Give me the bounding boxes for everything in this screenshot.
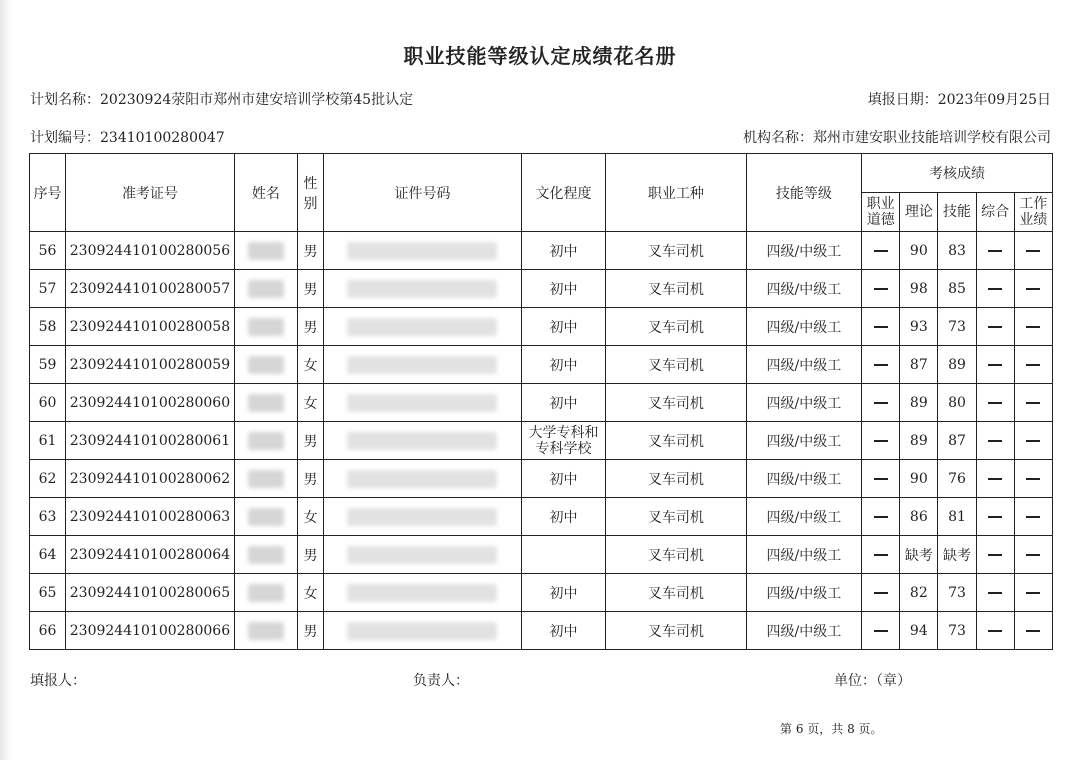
redaction-blur <box>347 280 497 298</box>
table-row <box>30 384 1053 422</box>
dash-mark <box>874 554 888 556</box>
cell-ethics <box>862 346 900 384</box>
header-seq: 序号 <box>30 154 66 232</box>
score-roster-table <box>29 153 1053 650</box>
cell-comprehensive <box>976 232 1014 270</box>
cell-skill: 87 <box>938 422 976 460</box>
cell-skill: 缺考 <box>938 536 976 574</box>
cell-seq: 63 <box>30 498 66 536</box>
organization-name: 机构名称：郑州市建安职业技能培训学校有限公司 <box>743 130 1051 146</box>
cell-gender: 男 <box>298 308 324 346</box>
dash-mark <box>988 592 1002 594</box>
cell-work <box>1014 536 1052 574</box>
cell-comprehensive <box>976 536 1014 574</box>
table-row <box>30 308 1053 346</box>
redaction-blur <box>248 508 284 526</box>
cell-work <box>1014 498 1052 536</box>
redaction-blur <box>347 546 497 564</box>
redaction-blur <box>347 508 497 526</box>
cell-ticket: 230924410100280066 <box>66 612 235 650</box>
dash-mark <box>1026 288 1040 290</box>
cell-id-redacted <box>324 574 522 612</box>
table-row <box>30 574 1053 612</box>
cell-theory: 89 <box>900 422 938 460</box>
cell-work <box>1014 612 1052 650</box>
redaction-blur <box>347 470 497 488</box>
cell-occupation: 叉车司机 <box>606 460 747 498</box>
responsible-label: 负责人： <box>413 673 469 689</box>
cell-skill: 73 <box>938 574 976 612</box>
roster-body <box>30 232 1053 650</box>
redaction-blur <box>347 432 497 450</box>
cell-id-redacted <box>324 308 522 346</box>
header-gender: 性别 <box>298 154 324 232</box>
cell-comprehensive <box>976 574 1014 612</box>
cell-id-redacted <box>324 232 522 270</box>
cell-gender: 女 <box>298 346 324 384</box>
cell-ticket: 230924410100280059 <box>66 346 235 384</box>
cell-comprehensive <box>976 612 1014 650</box>
cell-ticket: 230924410100280057 <box>66 270 235 308</box>
dash-mark <box>1026 592 1040 594</box>
cell-theory: 89 <box>900 384 938 422</box>
redaction-blur <box>248 394 284 412</box>
cell-level: 四级/中级工 <box>746 498 861 536</box>
cell-work <box>1014 574 1052 612</box>
cell-theory: 86 <box>900 498 938 536</box>
cell-ticket: 230924410100280065 <box>66 574 235 612</box>
cell-comprehensive <box>976 498 1014 536</box>
dash-mark <box>874 250 888 252</box>
cell-id-redacted <box>324 270 522 308</box>
table-row <box>30 612 1053 650</box>
redaction-blur <box>347 242 497 260</box>
cell-theory: 82 <box>900 574 938 612</box>
cell-level: 四级/中级工 <box>746 308 861 346</box>
cell-skill: 83 <box>938 232 976 270</box>
dash-mark <box>874 402 888 404</box>
cell-occupation: 叉车司机 <box>606 308 747 346</box>
cell-skill: 81 <box>938 498 976 536</box>
cell-skill: 76 <box>938 460 976 498</box>
cell-seq: 62 <box>30 460 66 498</box>
cell-name-redacted <box>234 612 297 650</box>
cell-gender: 女 <box>298 384 324 422</box>
cell-ethics <box>862 460 900 498</box>
table-row <box>30 422 1053 460</box>
fill-date: 填报日期：2023年09月25日 <box>867 92 1051 108</box>
cell-seq: 59 <box>30 346 66 384</box>
dash-mark <box>988 250 1002 252</box>
dash-mark <box>988 364 1002 366</box>
redaction-blur <box>347 622 497 640</box>
cell-ticket: 230924410100280064 <box>66 536 235 574</box>
cell-education: 初中 <box>521 270 605 308</box>
cell-skill: 80 <box>938 384 976 422</box>
table-row <box>30 498 1053 536</box>
cell-ticket: 230924410100280056 <box>66 232 235 270</box>
cell-education <box>521 536 605 574</box>
header-work: 工作业绩 <box>1014 193 1052 232</box>
dash-mark <box>1026 630 1040 632</box>
redaction-blur <box>347 356 497 374</box>
dash-mark <box>988 402 1002 404</box>
cell-ticket: 230924410100280060 <box>66 384 235 422</box>
header-theory: 理论 <box>900 193 938 232</box>
cell-ticket: 230924410100280061 <box>66 422 235 460</box>
header-level: 技能等级 <box>746 154 861 232</box>
cell-gender: 男 <box>298 536 324 574</box>
dash-mark <box>988 288 1002 290</box>
cell-work <box>1014 460 1052 498</box>
redaction-blur <box>347 584 497 602</box>
cell-occupation: 叉车司机 <box>606 574 747 612</box>
dash-mark <box>874 364 888 366</box>
table-row <box>30 232 1053 270</box>
cell-level: 四级/中级工 <box>746 574 861 612</box>
redaction-blur <box>347 394 497 412</box>
cell-education: 初中 <box>521 460 605 498</box>
cell-education: 初中 <box>521 308 605 346</box>
cell-level: 四级/中级工 <box>746 384 861 422</box>
cell-id-redacted <box>324 612 522 650</box>
cell-ethics <box>862 612 900 650</box>
cell-education: 初中 <box>521 384 605 422</box>
page-edge-shadow <box>0 0 12 760</box>
cell-theory: 94 <box>900 612 938 650</box>
cell-ticket: 230924410100280063 <box>66 498 235 536</box>
cell-gender: 男 <box>298 232 324 270</box>
cell-level: 四级/中级工 <box>746 612 861 650</box>
cell-level: 四级/中级工 <box>746 460 861 498</box>
dash-mark <box>988 478 1002 480</box>
cell-skill: 89 <box>938 346 976 384</box>
cell-comprehensive <box>976 308 1014 346</box>
cell-name-redacted <box>234 346 297 384</box>
cell-ethics <box>862 574 900 612</box>
cell-ethics <box>862 422 900 460</box>
cell-level: 四级/中级工 <box>746 422 861 460</box>
cell-theory: 93 <box>900 308 938 346</box>
cell-education: 初中 <box>521 232 605 270</box>
cell-seq: 64 <box>30 536 66 574</box>
redaction-blur <box>248 242 284 260</box>
cell-skill: 85 <box>938 270 976 308</box>
cell-theory: 87 <box>900 346 938 384</box>
cell-comprehensive <box>976 346 1014 384</box>
cell-work <box>1014 384 1052 422</box>
header-skill: 技能 <box>938 193 976 232</box>
cell-skill: 73 <box>938 612 976 650</box>
cell-theory: 98 <box>900 270 938 308</box>
cell-id-redacted <box>324 384 522 422</box>
dash-mark <box>874 326 888 328</box>
cell-name-redacted <box>234 232 297 270</box>
redaction-blur <box>347 318 497 336</box>
table-row <box>30 460 1053 498</box>
cell-id-redacted <box>324 498 522 536</box>
page-indicator: 第 6 页，共 8 页。 <box>780 722 883 736</box>
dash-mark <box>874 592 888 594</box>
cell-seq: 58 <box>30 308 66 346</box>
dash-mark <box>1026 250 1040 252</box>
cell-ethics <box>862 232 900 270</box>
cell-ethics <box>862 536 900 574</box>
cell-ethics <box>862 384 900 422</box>
dash-mark <box>988 516 1002 518</box>
cell-seq: 60 <box>30 384 66 422</box>
dash-mark <box>874 440 888 442</box>
cell-work <box>1014 346 1052 384</box>
cell-seq: 66 <box>30 612 66 650</box>
dash-mark <box>874 630 888 632</box>
cell-ethics <box>862 308 900 346</box>
cell-seq: 65 <box>30 574 66 612</box>
cell-seq: 57 <box>30 270 66 308</box>
dash-mark <box>988 326 1002 328</box>
cell-occupation: 叉车司机 <box>606 384 747 422</box>
redaction-blur <box>248 584 284 602</box>
cell-level: 四级/中级工 <box>746 232 861 270</box>
cell-level: 四级/中级工 <box>746 346 861 384</box>
cell-work <box>1014 422 1052 460</box>
redaction-blur <box>248 546 284 564</box>
cell-name-redacted <box>234 422 297 460</box>
dash-mark <box>874 516 888 518</box>
cell-education: 大学专科和专科学校 <box>521 422 605 460</box>
unit-seal-label: 单位：（章） <box>834 673 911 689</box>
dash-mark <box>1026 478 1040 480</box>
cell-name-redacted <box>234 270 297 308</box>
cell-id-redacted <box>324 460 522 498</box>
redaction-blur <box>248 318 284 336</box>
header-occupation: 职业工种 <box>606 154 747 232</box>
page-title: 职业技能等级认定成绩花名册 <box>403 44 677 68</box>
cell-work <box>1014 232 1052 270</box>
header-id-number: 证件号码 <box>324 154 522 232</box>
cell-gender: 男 <box>298 612 324 650</box>
cell-comprehensive <box>976 270 1014 308</box>
cell-level: 四级/中级工 <box>746 270 861 308</box>
cell-id-redacted <box>324 346 522 384</box>
dash-mark <box>1026 554 1040 556</box>
cell-gender: 女 <box>298 498 324 536</box>
header-comprehensive: 综合 <box>976 193 1014 232</box>
cell-comprehensive <box>976 460 1014 498</box>
cell-gender: 男 <box>298 422 324 460</box>
redaction-blur <box>248 622 284 640</box>
redaction-blur <box>248 432 284 450</box>
cell-gender: 男 <box>298 460 324 498</box>
dash-mark <box>988 554 1002 556</box>
cell-education: 初中 <box>521 346 605 384</box>
plan-number: 计划编号：23410100280047 <box>30 130 225 146</box>
cell-gender: 女 <box>298 574 324 612</box>
header-ethics: 职业道德 <box>862 193 900 232</box>
cell-skill: 73 <box>938 308 976 346</box>
cell-seq: 61 <box>30 422 66 460</box>
filler-label: 填报人： <box>30 673 86 689</box>
cell-name-redacted <box>234 536 297 574</box>
cell-comprehensive <box>976 422 1014 460</box>
table-row <box>30 270 1053 308</box>
cell-ticket: 230924410100280062 <box>66 460 235 498</box>
dash-mark <box>1026 440 1040 442</box>
dash-mark <box>1026 364 1040 366</box>
cell-work <box>1014 270 1052 308</box>
dash-mark <box>988 630 1002 632</box>
cell-ticket: 230924410100280058 <box>66 308 235 346</box>
cell-occupation: 叉车司机 <box>606 422 747 460</box>
cell-education: 初中 <box>521 498 605 536</box>
cell-occupation: 叉车司机 <box>606 270 747 308</box>
dash-mark <box>874 288 888 290</box>
header-scores: 考核成绩 <box>862 154 1053 193</box>
table-row <box>30 536 1053 574</box>
cell-ethics <box>862 498 900 536</box>
cell-name-redacted <box>234 574 297 612</box>
cell-theory: 缺考 <box>900 536 938 574</box>
header-name: 姓名 <box>234 154 297 232</box>
cell-occupation: 叉车司机 <box>606 536 747 574</box>
header-education: 文化程度 <box>521 154 605 232</box>
redaction-blur <box>248 280 284 298</box>
dash-mark <box>988 440 1002 442</box>
cell-ethics <box>862 270 900 308</box>
redaction-blur <box>248 470 284 488</box>
cell-theory: 90 <box>900 460 938 498</box>
cell-name-redacted <box>234 498 297 536</box>
cell-occupation: 叉车司机 <box>606 612 747 650</box>
cell-education: 初中 <box>521 612 605 650</box>
plan-name: 计划名称：20230924荥阳市郑州市建安培训学校第45批认定 <box>30 92 414 108</box>
cell-id-redacted <box>324 536 522 574</box>
cell-level: 四级/中级工 <box>746 536 861 574</box>
dash-mark <box>1026 402 1040 404</box>
cell-comprehensive <box>976 384 1014 422</box>
cell-name-redacted <box>234 384 297 422</box>
cell-occupation: 叉车司机 <box>606 346 747 384</box>
table-row <box>30 346 1053 384</box>
cell-theory: 90 <box>900 232 938 270</box>
dash-mark <box>874 478 888 480</box>
dash-mark <box>1026 326 1040 328</box>
cell-occupation: 叉车司机 <box>606 498 747 536</box>
header-ticket: 准考证号 <box>66 154 235 232</box>
cell-work <box>1014 308 1052 346</box>
cell-seq: 56 <box>30 232 66 270</box>
cell-name-redacted <box>234 308 297 346</box>
cell-id-redacted <box>324 422 522 460</box>
cell-education: 初中 <box>521 574 605 612</box>
cell-gender: 男 <box>298 270 324 308</box>
redaction-blur <box>248 356 284 374</box>
dash-mark <box>1026 516 1040 518</box>
cell-name-redacted <box>234 460 297 498</box>
cell-occupation: 叉车司机 <box>606 232 747 270</box>
